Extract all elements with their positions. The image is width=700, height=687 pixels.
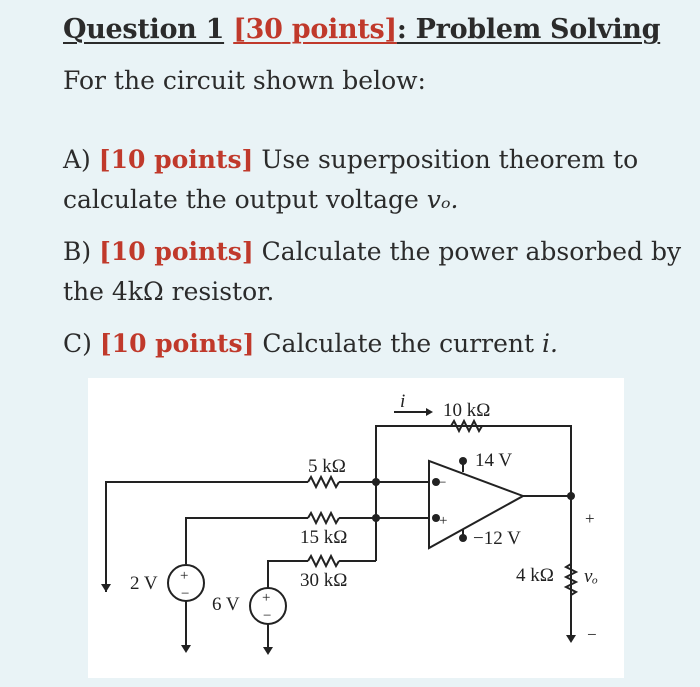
label-6v: 6 V [212, 594, 240, 615]
wire-15k-left [186, 518, 308, 564]
part-b-letter: B) [63, 237, 92, 266]
src1-plus: + [180, 568, 189, 584]
title-suffix: : Problem Solving [396, 14, 661, 45]
label-14v: 14 V [475, 450, 513, 471]
part-c [63, 324, 683, 364]
part-a-text: Use superposition theorem to calculate the output voltage [63, 145, 639, 214]
label-10k: 10 kΩ [443, 400, 491, 421]
label-i: i [400, 391, 406, 412]
part-a-points: [10 points] [98, 145, 254, 174]
label-vo: vₒ [584, 566, 598, 587]
circuit-diagram [88, 378, 624, 678]
resistor-15k [308, 513, 339, 523]
title-prefix: Question 1 [63, 14, 225, 45]
node-rail-pos [459, 457, 467, 465]
label-30k: 30 kΩ [300, 570, 348, 591]
label-15k: 15 kΩ [300, 527, 348, 548]
ground-6v [263, 647, 273, 655]
ground-2v [181, 645, 191, 653]
part-a [63, 140, 683, 220]
part-a-letter: A) [63, 145, 91, 174]
feedback-resistor [451, 421, 482, 431]
src1-minus: − [181, 586, 190, 602]
opamp-minus: − [438, 475, 447, 491]
circuit-figure [88, 378, 624, 678]
part-b-text: Calculate the power absorbed by the 4kΩ resistor. [63, 237, 682, 306]
opamp-plus: + [439, 513, 448, 529]
wire-to-inverting [339, 482, 436, 518]
label-vo-minus: − [587, 625, 597, 644]
part-c-i: i. [542, 329, 558, 358]
part-c-text: Calculate the current [262, 329, 543, 358]
part-c-letter: C) [63, 329, 92, 358]
current-arrowhead [426, 408, 433, 416]
part-a-vo: vₒ. [426, 185, 459, 214]
node-1 [372, 478, 380, 486]
node-out [567, 492, 575, 500]
node-rail-neg [459, 534, 467, 542]
resistor-30k [308, 556, 339, 566]
node-2 [372, 514, 380, 522]
title-points: [30 points] [233, 14, 397, 45]
question-title [63, 14, 660, 45]
label-neg12v: −12 V [473, 528, 521, 549]
src2-plus: + [262, 590, 271, 606]
intro-text: For the circuit shown below: [63, 66, 426, 95]
part-c-points: [10 points] [99, 329, 255, 358]
label-2v: 2 V [130, 573, 158, 594]
ground-left [101, 584, 111, 592]
resistor-4k [566, 564, 576, 595]
ground-load [566, 635, 576, 643]
part-b [63, 232, 683, 312]
src2-minus: − [263, 608, 272, 624]
resistor-5k [308, 477, 339, 487]
part-b-points: [10 points] [99, 237, 254, 266]
label-4k: 4 kΩ [516, 565, 554, 586]
label-5k: 5 kΩ [308, 456, 346, 477]
label-vo-plus: + [585, 509, 595, 528]
